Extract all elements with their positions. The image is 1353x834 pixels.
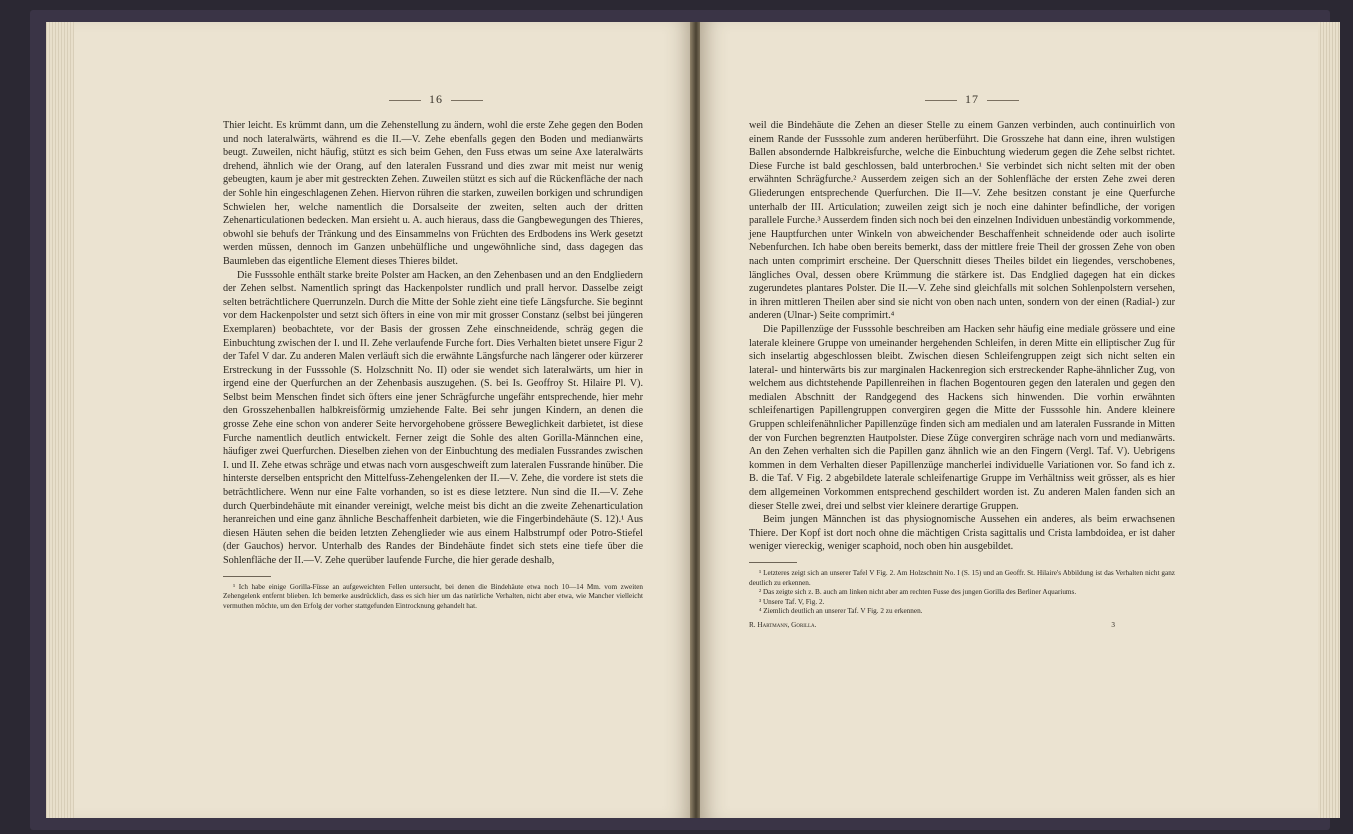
right-footnote-2: ² Das zeigte sich z. B. auch am linken nicht aber am rechten Fusse des jungen Gorilla des Berliner Aquariums.	[759, 588, 1077, 597]
left-footnote-1: ¹ Ich habe einige Gorilla-Füsse an aufgeweichten Fellen untersucht, bei denen die Bindehäute etwa noch 10—14 Mm. vom zweiten Zehengelenk entfernt blieben. Ich bemerke ausdrücklich, dass es sich hier um das natürliche Verhalten, nicht aber etwa, wie Mancher vielleicht vermuthen möchte, um den Erfolg der vorher stattgefunden Eintrocknung gehandelt hat.	[223, 582, 643, 610]
signature-author: R. Hartmann, Gorilla.	[749, 620, 817, 629]
left-page-body	[223, 119, 643, 611]
left-page	[46, 22, 692, 818]
left-paragraph-2: Die Fusssohle enthält starke breite Polster am Hacken, an den Zehenbasen und an den Endgliedern der Zehen selbst. Namentlich springt das Hackenpolster rundlich und prall hervor. Dasselbe zeigt selten beträchtlichere Querrunzeln. Durch die Mitte der Sohle zieht eine tiefe Längsfurche. Sie beginnt vor dem Hackenpolster und setzt sich öfters in eine von mir mit grosser Constanz (selbst bei jüngeren Exemplaren) beobachtete, vor der Basis der grossen Zehe einschneidende, schräg gegen die Einbuchtung zwischen der I. und II. Zehe verlaufende Furche fort. Dies Verhalten bietet unsere Figur 2 der Tafel V dar. Zu anderen Malen verläuft sich die erwähnte Längsfurche nach längerer oder kürzerer Erstreckung in der Fusssohle (S. Holzschnitt No. II) oder sie wendet sich lateralwärts, um hier in irgend eine der Querfurchen an der Zehenbasis auszugehen. (S. bei Is. Geoffroy St. Hilaire Pl. V). Selbst beim Menschen findet sich öfters eine jener Schrägfurche ungefähr entsprechende, hier mehr den Grosszehenballen halbkreisförmig umziehende Falte. Bei sehr jungen Kindern, an denen die grosse Zehe eine schon von anderer Seite hervorgehobene grössere Beweglichkeit darbietet, ist diese Furche namentlich deutlich entwickelt. Ferner zeigt die Sohle des alten Gorilla-Männchen eine, häufiger zwei Querfurchen. Dieselben ziehen von der Einbuchtung des medialen Fussrandes zwischen I. und II. Zehe etwas schräge und etwas nach vorn ausgeschweift zum lateralen Fussrande hinüber. Die hinterste derselben entspricht den Mittelfuss-Zehengelenken der II.—V. Zehe, die vordere ist stets die beträchtlichere. Wenn nur eine Falte vorhanden, so ist es diese letztere. Nun sind die II.—V. Zehe durch Querbindehäute mit einander vereinigt, welche meist bis dicht an die zweite Zehenarticulation heranreichen und eine ganz ähnliche Beschaffenheit darbieten, wie die Fingerbindehäute (S. 12).¹ Aus diesen Häuten sehen die beiden letzten Zehenglieder wie aus einem Halbstrumpf oder Potro-Stiefel (der Gauchos) hervor. Unterhalb des Randes der Bindehäute findet sich stets eine tiefe über die Sohlenfläche der II.—V. Zehe querüber laufende Furche, die hier gerade deshalb,	[223, 269, 643, 566]
right-page	[700, 22, 1340, 818]
right-paragraph-2: Die Papillenzüge der Fusssohle beschreiben am Hacken sehr häufig eine mediale grössere und eine laterale kleinere Gruppe von umeinander hergehenden Schleifen, in deren Mitte ein elliptischer Zug für sich inselartig abgeschlossen bleibt. Zwischen diesen Schleifengruppen zeigt sich nicht selten ein lateral- und hinterwärts bis zur marginalen Hackenregion sich erstreckender Raphe-ähnlicher Zug, von welchem aus dichtstehende Papillenreihen in flachen Bogentouren gegen den lateralen und gegen den medialen Abschnitt der Randgegend des Hackens sich hinwenden. Die vorhin erwähnten schleifenartigen Papillengruppen convergiren gegen die Mitte der Fusssohle hin. Andere kleinere Gruppen schleifenähnlicher Papillenzüge finden sich am medialen und am lateralen Fussrande in Mitten der von Furchen begrenzten Hautpolster. Diese Züge convergiren schräge nach vorn und medianwärts. An den Zehen verhalten sich die Papillen ganz ähnlich wie an den Fingern (Vergl. Taf. V). Uebrigens kommen in dem Verhalten dieser Papillenzüge mancherlei individuelle Variationen vor. So fand ich z. B. die Taf. V Fig. 2 abgebildete laterale schleifenartige Gruppe im Verhältniss weit grösser, als es hier dem allgemeinen Vorkommen entsprechend geschildert worden ist. Zu anderen Malen fanden sich an dieser Stelle zwei, drei und selbst vier kleinere derartige Gruppen.	[749, 323, 1175, 512]
right-footnote-1: ¹ Letzteres zeigt sich an unserer Tafel V Fig. 2. Am Holzschnitt No. I (S. 15) und an Geoffr. St. Hilaire's Abbildung ist das Verhalten nicht ganz deutlich zu erkennen.	[749, 569, 1175, 587]
right-paragraph-1: weil die Bindehäute die Zehen an dieser Stelle zu einem Ganzen verbinden, auch continuirlich von einem Rande der Fusssohle zum anderen herüberführt. Die Grosszehe hat dann eine, ihren wulstigen Ballen absondernde Halbkreisfurche, welche die Einbuchtung wiederum gegen die Zehe selbst richtet. Diese Furche ist bald geschlossen, bald unterbrochen.¹ Sie verbindet sich nicht selten mit der oben erwähnten Schrägfurche.² Ausserdem zeigen sich an der Sohlenfläche der ersten Zehe zwei deren Gliederungen entsprechende Querfurchen. Die II—V. Zehe besitzen constant je eine Querfurche unterhalb der III. Articulation; zuweilen zeigt sich je noch eine dahinter befindliche, der vorigen parallele Furche.³ Ausserdem finden sich noch bei den einzelnen Individuen unbeständig vorkommende, jene Hauptfurchen unter Winkeln von abweichender Beschaffenheit schneidende oder auch isolirte Nebenfurchen. Ich habe oben bereits bemerkt, dass der mittlere freie Theil der grossen Zehe von oben nach unten comprimirt erscheine. Der Querschnitt dieses Theiles bildet ein liegendes, verschobenes, längliches Oval, dessen obere Krümmung die stärkere ist. Das Endglied dagegen hat ein dickes zugerundetes plantares Polster. Die II.—V. Zehe sind gleichfalls mit solchen Sohlenpolstern versehen, in ihren mittleren Theilen aber sind sie nicht von oben nach unten, sondern von der einen (Radial-) zur anderen (Ulnar-) Seite comprimirt.⁴	[749, 120, 1175, 322]
signature-line	[749, 619, 1175, 633]
right-page-number	[912, 92, 1032, 107]
right-paragraph-3: Beim jungen Männchen ist das physiognomische Aussehen ein anderes, als beim erwachsenen Thiere. Der Kopf ist dort noch ohne die mächtigen Crista sagittalis und Crista lambdoidea, er ist daher weniger viereckig, weniger scaphoid, noch oben hin ausgebildet.	[749, 514, 1175, 553]
right-page-number-text: 17	[965, 92, 979, 106]
right-footnote-3: ³ Unsere Taf. V, Fig. 2.	[759, 597, 825, 606]
footnote-rule	[223, 576, 271, 577]
signature-mark: 3	[1111, 620, 1115, 629]
right-footnotes	[749, 569, 1175, 617]
left-page-number	[376, 92, 496, 107]
left-paragraph-1: Thier leicht. Es krümmt dann, um die Zehenstellung zu ändern, wohl die erste Zehe gegen den Boden und noch lateralwärts, während es die II.—V. Zehe ebenfalls gegen den Boden und medianwärts beugt. Zuweilen, nicht häufig, stützt es sich beim Gehen, den Fuss etwas um seine Axe lateralwärts drehend, ähnlich wie der Orang, auf den lateralen Fussrand und dies zwar mit meist nur wenig gebeugten, kaum je aber mit gestreckten Zehen. Zuweilen stützt es sich auf die Rückenfläche der nach der Sohle hin eingeschlagenen Zehen. Hiervon rühren die starken, zuweilen borkigen und schrundigen Schwielen her, welche namentlich die Dorsalseite der zweiten, selten auch der dritten Zehenarticulationen bedecken. Man ersieht u. A. auch hieraus, dass die Gangbewegungen des Thieres, obwohl sie behufs der Tränkung und des Einsammelns von Früchten des Erdbodens ins Werk gesetzt werden müssen, dennoch im Ganzen unbehülfliche und ungewöhnliche sind, dass dagegen das Baumleben das eigentliche Element dieses Thieres bildet.	[223, 120, 643, 267]
left-footnotes	[223, 583, 643, 612]
right-footnote-4: ⁴ Ziemlich deutlich an unserer Taf. V Fig. 2 zu erkennen.	[759, 607, 923, 616]
footnote-rule	[749, 562, 797, 563]
right-page-body	[749, 119, 1175, 633]
left-page-number-text: 16	[429, 92, 443, 106]
